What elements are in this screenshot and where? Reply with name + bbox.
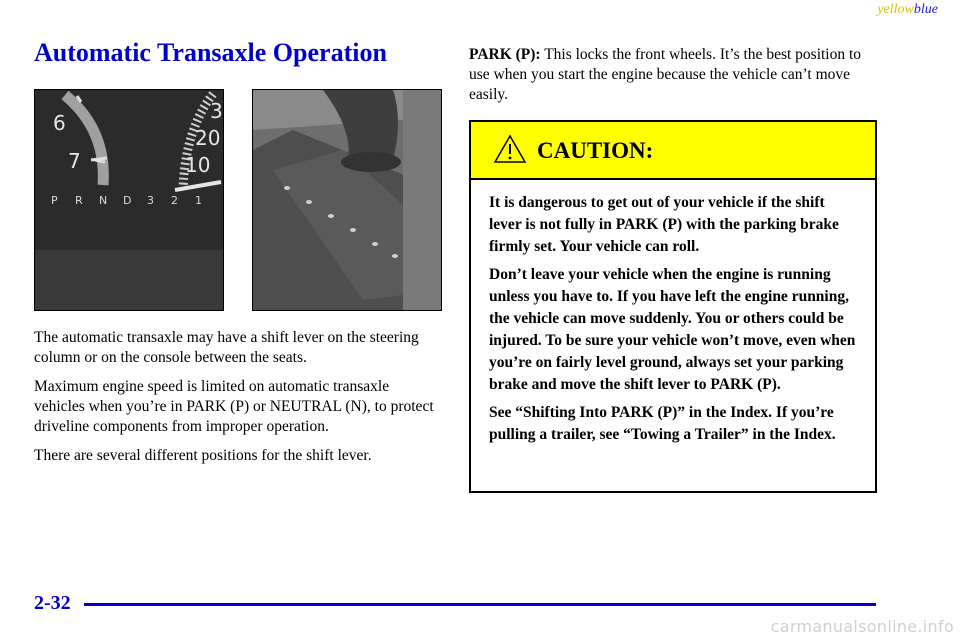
gear-letter: D [123,194,132,207]
park-description [469,45,877,105]
paragraph: Maximum engine speed is limited on automatic transaxle vehicles when you’re in PARK (P) or NEUTRAL (N), to protect driveline components from improper operation. [34,378,434,435]
instrument-cluster-photo [34,89,224,311]
park-text: This locks the front wheels. It’s the best position to use when you start the engine because the vehicle can’t move easily. [469,46,862,103]
gauge-number: 7 [68,149,81,173]
caution-body [471,180,875,446]
tag-blue: blue [913,2,938,17]
paragraph: The automatic transaxle may have a shift lever on the steering column or on the console between the seats. [34,329,419,366]
caution-header [471,122,875,180]
console-shifter-photo [252,89,442,311]
warning-triangle-icon [493,134,527,164]
caution-paragraph: See “Shifting Into PARK (P)” in the Index. If you’re pulling a trailer, see “Towing a Trailer” in the Index. [489,404,836,443]
watermark: carmanualsonline.info [770,617,954,636]
caution-paragraph: It is dangerous to get out of your vehicle if the shift lever is not fully in PARK (P) with the parking brake firmly set. Your vehicle can roll. [489,194,839,255]
page-title: Automatic Transaxle Operation [34,38,387,67]
gauge-number: 20 [195,126,221,150]
gauge-number: 10 [185,153,211,177]
gauge-number: 3 [210,99,223,123]
park-label: PARK (P): [469,46,541,63]
caution-box [469,120,877,493]
caution-paragraph: Don’t leave your vehicle when the engine is running unless you have to. If you have left the engine running, the vehicle can move suddenly. You or others could be injured. To be sure your vehicle won’t move, even when you’re on fairly level ground, always set your parking brake and move the shift lever to PARK (P). [489,266,856,393]
gear-letter: 2 [171,194,178,207]
page-number: 2-32 [34,592,71,614]
caution-title: CAUTION: [537,138,654,163]
left-text-column [34,328,434,475]
color-proof-tag [877,2,938,18]
gear-letter: P [51,194,58,207]
gear-letter: 1 [195,194,202,207]
gear-letter: R [75,194,83,207]
gear-letter: N [99,194,108,207]
gauge-number: 6 [53,111,66,135]
gear-letter: 3 [147,194,154,207]
park-paragraph [469,45,877,105]
tag-yellow: yellow [877,2,914,17]
paragraph: There are several different positions for the shift lever. [34,447,372,464]
footer-rule [84,603,876,606]
